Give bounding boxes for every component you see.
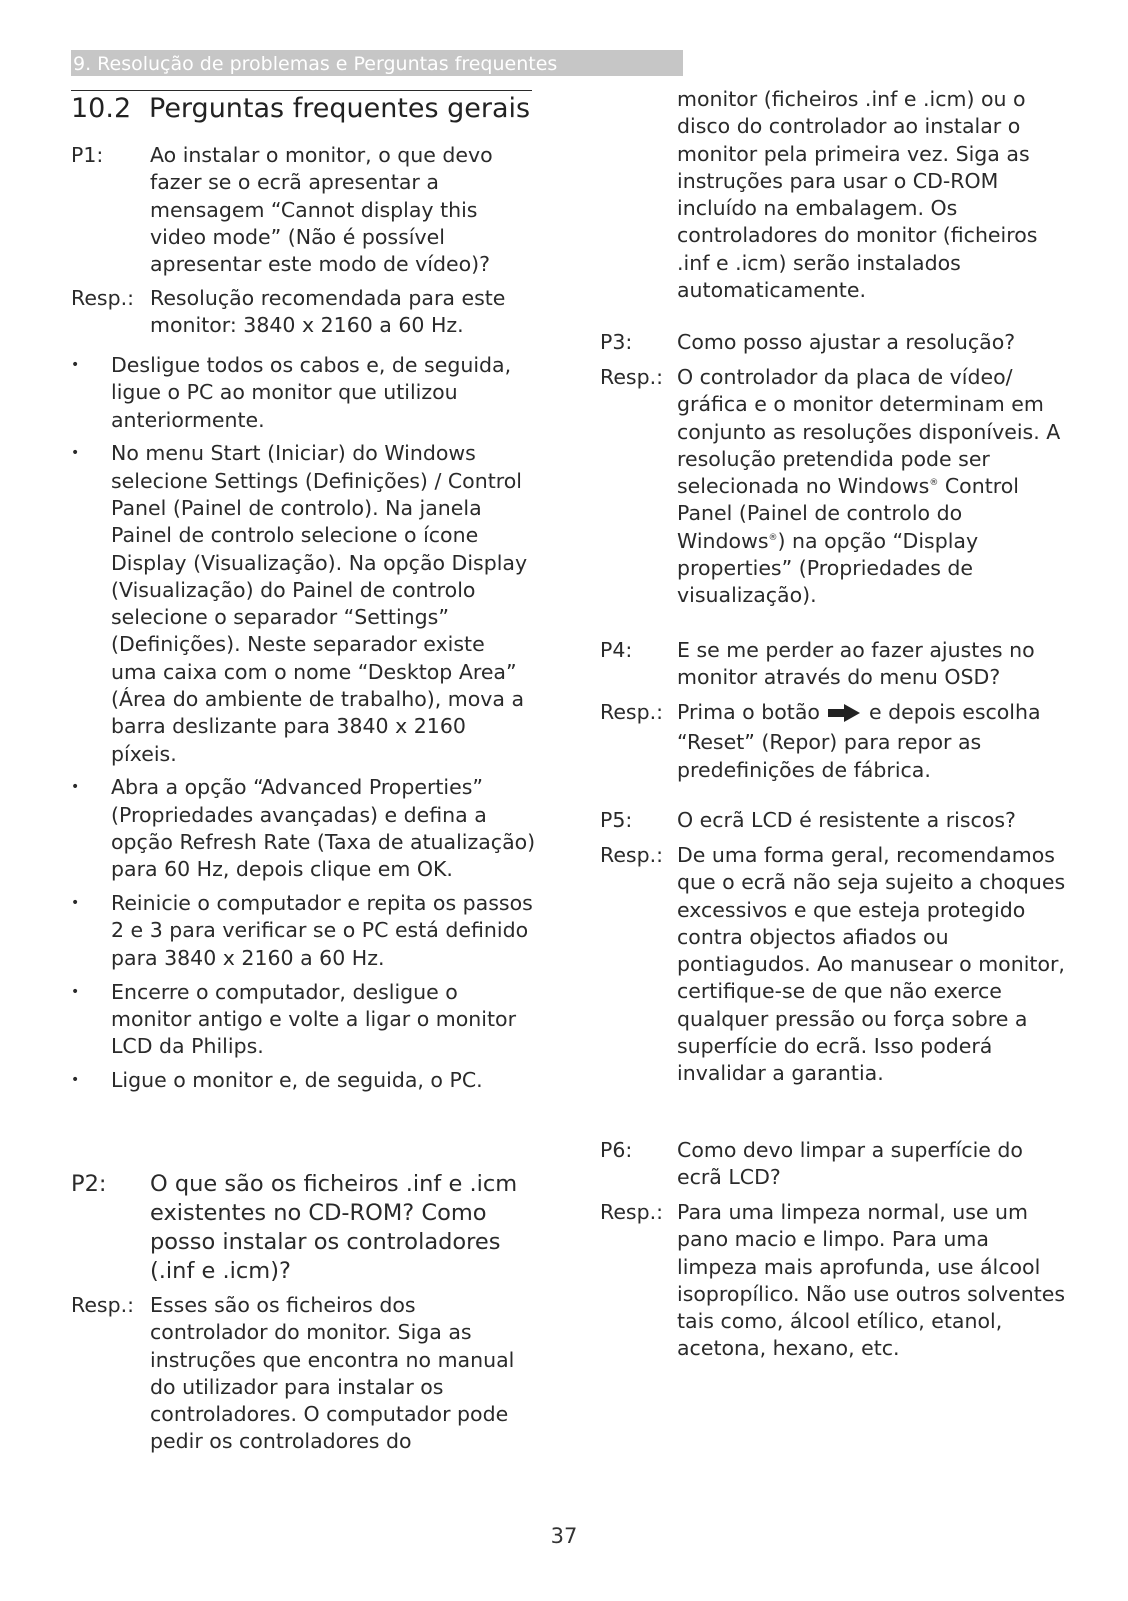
answer-text: Para uma limpeza normal, use um pano macio e limpo. Para uma limpeza mais aprofunda, use álcool isopropílico. Não use outros solventes tais como, álcool etílico, etanol, acetona, hexano, etc. bbox=[677, 1200, 1066, 1361]
question-label: P3: bbox=[600, 330, 633, 354]
question-p4 bbox=[600, 637, 1070, 692]
question-label: P4: bbox=[600, 638, 633, 662]
list-item: • Abra a opção “Advanced Properties” (Propriedades avançadas) e defina a opção Refresh Rate (Taxa de atualização) para 60 Hz, depois clique em OK. bbox=[71, 775, 536, 882]
answer-text: De uma forma geral, recomendamos que o ecrã não seja sujeito a choques excessivos e que esteja protegido contra objectos afiados ou pontiagudos. Ao manusear o monitor, certifique-se de que não exerce qualquer pressão ou força sobre a superfície do ecrã. Isso poderá invalidar a garantia. bbox=[677, 843, 1066, 1086]
answer-text: Esses são os ficheiros dos controlador do monitor. Siga as instruções que encontra no manual do utilizador para instalar os controladores. O computador pode pedir os controladores do bbox=[150, 1293, 515, 1454]
answer-p2 bbox=[71, 1292, 536, 1456]
question-text: E se me perder ao fazer ajustes no monitor através do menu OSD? bbox=[677, 638, 1035, 690]
question-p1 bbox=[71, 142, 536, 278]
answer-label: Resp.: bbox=[600, 700, 664, 724]
question-label: P2: bbox=[71, 1171, 107, 1197]
answer-label: Resp.: bbox=[600, 843, 664, 867]
list-item: • Encerre o computador, desligue o monitor antigo e volte a ligar o monitor LCD da Philips. bbox=[71, 979, 517, 1059]
bullet-icon: • bbox=[71, 1071, 80, 1088]
question-label: P5: bbox=[600, 808, 633, 832]
troubleshoot-steps-list bbox=[71, 352, 536, 1101]
answer-p6 bbox=[600, 1199, 1070, 1363]
answer-label: Resp.: bbox=[71, 1293, 135, 1317]
answer-label: Resp.: bbox=[600, 365, 664, 389]
answer-label: Resp.: bbox=[600, 1200, 664, 1224]
bullet-icon: • bbox=[71, 895, 80, 912]
answer-p4 bbox=[600, 699, 1070, 784]
list-item: • Desligue todos os cabos e, de seguida, ligue o PC ao monitor que utilizou anteriormente. bbox=[71, 353, 512, 432]
chapter-header bbox=[71, 50, 683, 76]
question-p2 bbox=[71, 1170, 536, 1286]
question-text: O que são os ficheiros .inf e .icm existentes no CD-ROM? Como posso instalar os controladores (.inf e .icm)? bbox=[150, 1171, 518, 1284]
list-item: • Reinicie o computador e repita os passos 2 e 3 para verificar se o PC está definido para 3840 x 2160 a 60 Hz. bbox=[71, 891, 533, 970]
answer-p2-continued: monitor (ficheiros .inf e .icm) ou o disco do controlador ao instalar o monitor pela primeira vez. Siga as instruções para usar o CD-ROM incluído na embalagem. Os controladores do monitor (ficheiros .inf e .icm) serão instalados automaticamente. bbox=[677, 87, 1038, 303]
question-text: Como posso ajustar a resolução? bbox=[677, 330, 1016, 354]
section-title: Perguntas frequentes gerais bbox=[149, 93, 531, 124]
answer-text: Resolução recomendada para este monitor: 3840 x 2160 a 60 Hz. bbox=[150, 286, 506, 338]
answer-text: Prima o botão e depois escolha “Reset” (Repor) para repor as predefinições de fábrica. bbox=[677, 700, 1041, 782]
question-text: Como devo limpar a superfície do ecrã LCD? bbox=[677, 1138, 1023, 1190]
bullet-icon: • bbox=[71, 983, 80, 1000]
registered-mark: ® bbox=[768, 532, 778, 543]
answer-p1 bbox=[71, 285, 536, 340]
bullet-icon: • bbox=[71, 779, 80, 796]
registered-mark: ® bbox=[929, 478, 939, 489]
answer-label: Resp.: bbox=[71, 286, 135, 310]
section-heading bbox=[71, 90, 532, 127]
bullet-icon: • bbox=[71, 445, 80, 462]
answer-text: O controlador da placa de vídeo/ gráfica e o monitor determinam em conjunto as resoluções disponíveis. A resolução pretendida pode ser selecionada no Windows® Control Panel (Painel de controlo do Windows®) na opção “Display properties” (Propriedades de visualização). bbox=[677, 365, 1061, 608]
bullet-icon: • bbox=[71, 357, 80, 373]
question-label: P1: bbox=[71, 143, 104, 167]
answer-p5 bbox=[600, 842, 1070, 1088]
question-p5 bbox=[600, 807, 1070, 834]
arrow-right-icon bbox=[828, 702, 860, 729]
page-number: 37 bbox=[550, 1524, 578, 1548]
section-number: 10.2 bbox=[71, 93, 132, 124]
chapter-title: 9. Resolução de problemas e Perguntas frequentes bbox=[73, 53, 558, 75]
question-label: P6: bbox=[600, 1138, 633, 1162]
question-text: O ecrã LCD é resistente a riscos? bbox=[677, 808, 1016, 832]
question-p3 bbox=[600, 329, 1070, 356]
answer-p3 bbox=[600, 364, 1070, 610]
list-item: • Ligue o monitor e, de seguida, o PC. bbox=[71, 1067, 536, 1094]
question-p6 bbox=[600, 1137, 1070, 1192]
list-item: • No menu Start (Iniciar) do Windows selecione Settings (Definições) / Control Panel (Painel de controlo). Na janela Painel de controlo selecione o ícone Display (Visualização). Na opção Display (Visualização) do Painel de controlo selecione o separador “Settings” (Definições). Neste separador existe uma caixa com o nome “Desktop Area” (Área do ambiente de trabalho), mova a barra deslizante para 3840 x 2160 píxeis. bbox=[71, 441, 528, 766]
question-text: Ao instalar o monitor, o que devo fazer se o ecrã apresentar a mensagem “Cannot display this video mode” (Não é possível apresentar este modo de vídeo)? bbox=[150, 143, 493, 277]
